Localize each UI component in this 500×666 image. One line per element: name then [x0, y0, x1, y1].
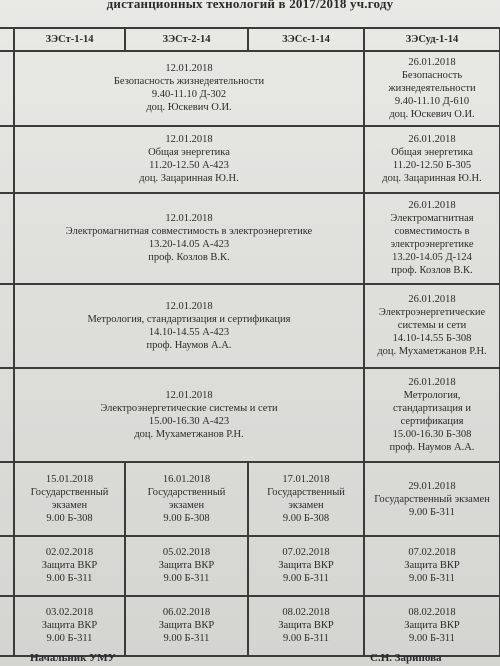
lesson-time-room: 14.10-14.55 А-423: [148, 326, 230, 338]
exam-cell: [14, 462, 125, 536]
lesson-date: 12.01.2018: [165, 213, 213, 225]
lesson-time-room: 9.40-11.10 Д-302: [151, 89, 227, 101]
defense-name: Защита ВКР: [158, 560, 215, 572]
lesson-date: 26.01.2018: [408, 377, 456, 389]
lesson-subject: Электромагнитная: [390, 213, 474, 225]
defense-date: 02.02.2018: [45, 547, 94, 559]
lesson-subject: Электромагнитная совместимость в электроэнергетике: [65, 226, 313, 238]
lesson-date: 26.01.2018: [408, 294, 456, 306]
lesson-subject: совместимость в: [394, 226, 470, 238]
lesson-subject: Электроэнергетические: [378, 307, 486, 319]
exam-date: 15.01.2018: [45, 474, 94, 486]
subject-row: [0, 51, 500, 126]
defense-name: Защита ВКР: [41, 620, 98, 632]
group-header-3: ЗЭСс-1-14: [248, 28, 364, 51]
exam-name: экзамен: [51, 500, 88, 512]
defense-name: Защита ВКР: [158, 620, 215, 632]
exam-name: Государственный: [30, 487, 109, 499]
exam-time-room: 9.00 Б-308: [46, 513, 93, 525]
lesson-subject: Безопасность жизнедеятельности: [113, 76, 265, 88]
lesson-date: 12.01.2018: [165, 390, 213, 402]
defense-cell: [14, 596, 125, 656]
defense-row: [0, 536, 500, 596]
exam-name: Государственный экзамен: [374, 493, 490, 505]
defense-date: 06.02.2018: [162, 607, 211, 619]
defense-time-room: 9.00 Б-311: [46, 633, 93, 645]
merged-lesson-cell: [14, 126, 364, 193]
lesson-teacher: проф. Наумов А.А.: [389, 442, 475, 454]
group-header-1: ЗЭСт-1-14: [14, 28, 125, 51]
lesson-teacher: доц. Зацаринная Ю.Н.: [382, 173, 482, 185]
defense-cell: [248, 536, 364, 596]
lesson-date: 26.01.2018: [408, 200, 456, 212]
signer-name: С.Н. Зарипова: [370, 652, 442, 664]
defense-name: Защита ВКР: [41, 560, 98, 572]
row-label-cell: [0, 193, 14, 283]
exam-time-room: 9.00 Б-311: [409, 506, 455, 518]
lesson-time-room: 11.20-12.50 Б-305: [392, 160, 472, 172]
row-label-cell: [0, 51, 14, 126]
lesson-cell: [364, 126, 500, 193]
lesson-teacher: проф. Козлов В.К.: [148, 252, 230, 264]
lesson-date: 26.01.2018: [408, 56, 456, 68]
lesson-date: 12.01.2018: [165, 63, 213, 75]
lesson-time-room: 15.00-16.30 А-423: [148, 416, 230, 428]
row-label-cell: [0, 462, 14, 536]
defense-date: 08.02.2018: [408, 607, 456, 619]
group-header-2: ЗЭСт-2-14: [125, 28, 248, 51]
defense-date: 07.02.2018: [282, 547, 330, 559]
defense-name: Защита ВКР: [404, 620, 460, 632]
defense-date: 07.02.2018: [408, 547, 456, 559]
defense-row: [0, 596, 500, 656]
merged-lesson-cell: [14, 193, 364, 283]
lesson-cell: [364, 51, 500, 126]
header-row: [0, 28, 500, 51]
schedule-table: [0, 27, 500, 657]
merged-lesson-cell: [14, 284, 364, 368]
subject-row: [0, 193, 500, 283]
row-label-cell: [0, 126, 14, 193]
defense-cell: [125, 536, 248, 596]
exam-time-room: 9.00 Б-308: [163, 513, 210, 525]
subject-row: [0, 368, 500, 463]
exam-name: экзамен: [288, 500, 324, 512]
defense-time-room: 9.00 Б-311: [46, 573, 93, 585]
signer-position: Начальник УМУ: [30, 652, 116, 664]
defense-time-room: 9.00 Б-311: [283, 633, 329, 645]
subject-row: [0, 284, 500, 368]
signature-footer: [0, 652, 500, 666]
row-label-cell: [0, 536, 14, 596]
lesson-teacher: доц. Юскевич О.И.: [146, 102, 232, 114]
exam-date: 17.01.2018: [282, 474, 330, 486]
lesson-subject: Общая энергетика: [391, 147, 473, 159]
defense-date: 08.02.2018: [282, 607, 330, 619]
lesson-date: 12.01.2018: [165, 300, 213, 312]
defense-cell: [364, 596, 500, 656]
exam-name: Государственный: [147, 487, 226, 499]
exam-row: [0, 462, 500, 536]
lesson-subject: жизнедеятельности: [388, 82, 476, 94]
row-label-cell: [0, 368, 14, 463]
lesson-subject: стандартизация и: [392, 403, 472, 415]
exam-time-room: 9.00 Б-308: [282, 513, 330, 525]
defense-time-room: 9.00 Б-311: [283, 573, 329, 585]
exam-cell: [364, 462, 500, 536]
lesson-cell: [364, 368, 500, 463]
defense-cell: [125, 596, 248, 656]
lesson-teacher: проф. Наумов А.А.: [146, 339, 232, 351]
lesson-subject: системы и сети: [397, 320, 467, 332]
exam-cell: [125, 462, 248, 536]
lesson-teacher: доц. Мухаметжанов Р.Н.: [134, 429, 244, 441]
lesson-subject: Метрология, стандартизация и сертификация: [87, 313, 291, 325]
lesson-teacher: доц. Мухаметжанов Р.Н.: [377, 346, 487, 358]
lesson-teacher: доц. Юскевич О.И.: [389, 108, 475, 120]
lesson-subject: электроэнергетике: [390, 239, 474, 251]
defense-time-room: 9.00 Б-311: [163, 573, 210, 585]
lesson-time-room: 13.20-14.05 Д-124: [392, 252, 472, 264]
exam-date: 16.01.2018: [162, 474, 211, 486]
defense-date: 05.02.2018: [162, 547, 211, 559]
lesson-time-room: 15.00-16.30 Б-308: [392, 429, 472, 441]
defense-time-room: 9.00 Б-311: [409, 573, 455, 585]
defense-time-room: 9.00 Б-311: [409, 633, 455, 645]
defense-time-room: 9.00 Б-311: [163, 633, 210, 645]
exam-cell: [248, 462, 364, 536]
lesson-time-room: 11.20-12.50 А-423: [149, 160, 229, 172]
lesson-subject: Безопасность: [401, 69, 463, 81]
merged-lesson-cell: [14, 368, 364, 463]
lesson-teacher: доц. Зацаринная Ю.Н.: [139, 173, 239, 185]
lesson-date: 12.01.2018: [165, 134, 213, 146]
lesson-cell: [364, 193, 500, 283]
row-label-cell: [0, 596, 14, 656]
lesson-subject: Общая энергетика: [148, 147, 230, 159]
lesson-teacher: проф. Козлов В.К.: [391, 265, 473, 277]
defense-cell: [248, 596, 364, 656]
lesson-subject: сертификация: [400, 416, 464, 428]
lesson-cell: [364, 284, 500, 368]
lesson-time-room: 13.20-14.05 А-423: [148, 239, 230, 251]
document-heading: дистанционных технологий в 2017/2018 уч.году: [106, 0, 394, 11]
exam-name: экзамен: [168, 500, 205, 512]
exam-name: Государственный: [267, 487, 345, 499]
defense-cell: [364, 536, 500, 596]
merged-lesson-cell: [14, 51, 364, 126]
defense-date: 03.02.2018: [45, 607, 94, 619]
row-label-cell: [0, 28, 14, 51]
lesson-time-room: 14.10-14.55 Б-308: [392, 333, 472, 345]
lesson-subject: Электроэнергетические системы и сети: [100, 403, 278, 415]
exam-date: 29.01.2018: [408, 480, 456, 492]
lesson-subject: Метрология,: [403, 390, 461, 402]
lesson-date: 26.01.2018: [408, 134, 456, 146]
defense-name: Защита ВКР: [404, 560, 460, 572]
group-header-4: ЗЭСуд-1-14: [364, 28, 500, 51]
lesson-time-room: 9.40-11.10 Д-610: [394, 95, 470, 107]
defense-cell: [14, 536, 125, 596]
subject-row: [0, 126, 500, 193]
row-label-cell: [0, 284, 14, 368]
defense-name: Защита ВКР: [278, 620, 334, 632]
defense-name: Защита ВКР: [278, 560, 334, 572]
